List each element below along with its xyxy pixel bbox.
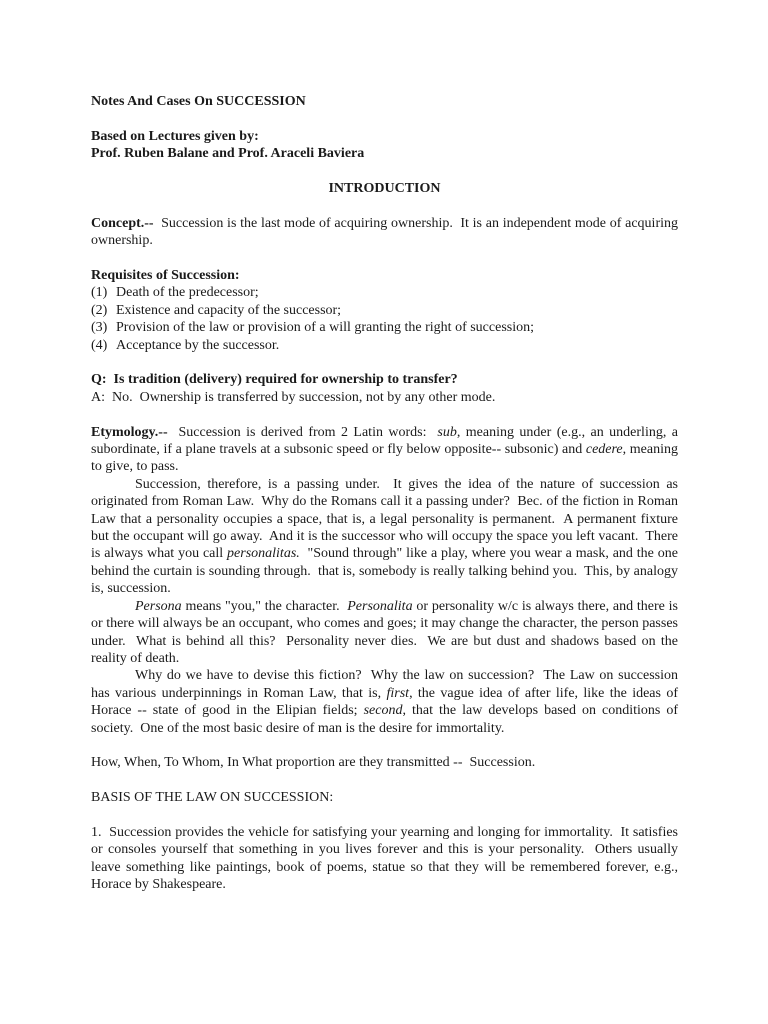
list-item: (2) Existence and capacity of the successor; bbox=[91, 302, 342, 318]
list-item: (4) Acceptance by the successor. bbox=[91, 337, 280, 353]
requisites-heading: Requisites of Succession: bbox=[91, 268, 240, 283]
concept-paragraph bbox=[91, 215, 682, 250]
section-heading-introduction: INTRODUCTION bbox=[328, 181, 441, 196]
how-when-paragraph: How, When, To Whom, In What proportion are they transmitted -- Succession. bbox=[91, 755, 536, 771]
question: Q: Is tradition (delivery) required for ownership to transfer? bbox=[91, 372, 458, 388]
list-item: (3) Provision of the law or provision of a will granting the right of succession; bbox=[91, 320, 534, 336]
document-page bbox=[91, 93, 682, 894]
lecturers: Prof. Ruben Balane and Prof. Araceli Baviera bbox=[91, 146, 365, 162]
document-title: Notes And Cases On SUCCESSION bbox=[91, 94, 306, 109]
answer: A: No. Ownership is transferred by succession, not by any other mode. bbox=[91, 389, 496, 405]
lecture-intro: Based on Lectures given by: bbox=[91, 128, 259, 144]
concept-text: Succession is the last mode of acquiring ownership. It is an independent mode of acquiring ownership. bbox=[91, 215, 682, 249]
persona-paragraph: Persona means "you," the character. Personalita or personality w/c is always there, and there is or there will always be an occupant, who comes and goes; it may change the character, the person passes under. What is behind all this? Personality never dies. We are but dust and shadows based on the reality of death. bbox=[91, 598, 682, 666]
passing-under-paragraph: Succession, therefore, is a passing under. It gives the idea of the nature of succession as originated from Roman Law. Why do the Romans call it a passing under? Bec. of the fiction in Roman Law that a personality occupies a space, that is, a legal personality is permanent. A permanent fixture but the occupant will go away. And it is the successor who will occupy the space you left vacant. There is always what you call personalitas. "Sound through" like a play, where you wear a mask, and the one behind the curtain is sounding through. that is, somebody is really talking behind you. This, by analogy is, succession. bbox=[91, 476, 682, 597]
basis-item-1: 1. Succession provides the vehicle for satisfying your yearning and longing for immortality. It satisfies or consoles yourself that something in you lives forever and this is your personality. Others usually leave something like paintings, book of poems, statue so that they will be remembered forever, e.g., Horace by Shakespeare. bbox=[91, 824, 682, 893]
list-item: (1) Death of the predecessor; bbox=[91, 285, 259, 301]
requisites-list bbox=[91, 284, 678, 354]
basis-heading: BASIS OF THE LAW ON SUCCESSION: bbox=[91, 790, 334, 806]
etymology-paragraph: Etymology.-- Succession is derived from 2 Latin words: sub, meaning under (e.g., an underling, a subordinate, if a plane travels at a subsonic speed or fly below opposite-- subsonic) and cedere, meaning to give, to pass. bbox=[91, 424, 682, 475]
fiction-paragraph: Why do we have to devise this fiction? Why the law on succession? The Law on succession has various underpinnings in Roman Law, that is, first, the vague idea of after life, like the ideas of Horace -- state of good in the Elipian fields; second, that the law develops based on conditions of society. One of the most basic desire of man is the desire for immortality. bbox=[91, 668, 682, 736]
concept-label: Concept.-- bbox=[91, 215, 154, 231]
